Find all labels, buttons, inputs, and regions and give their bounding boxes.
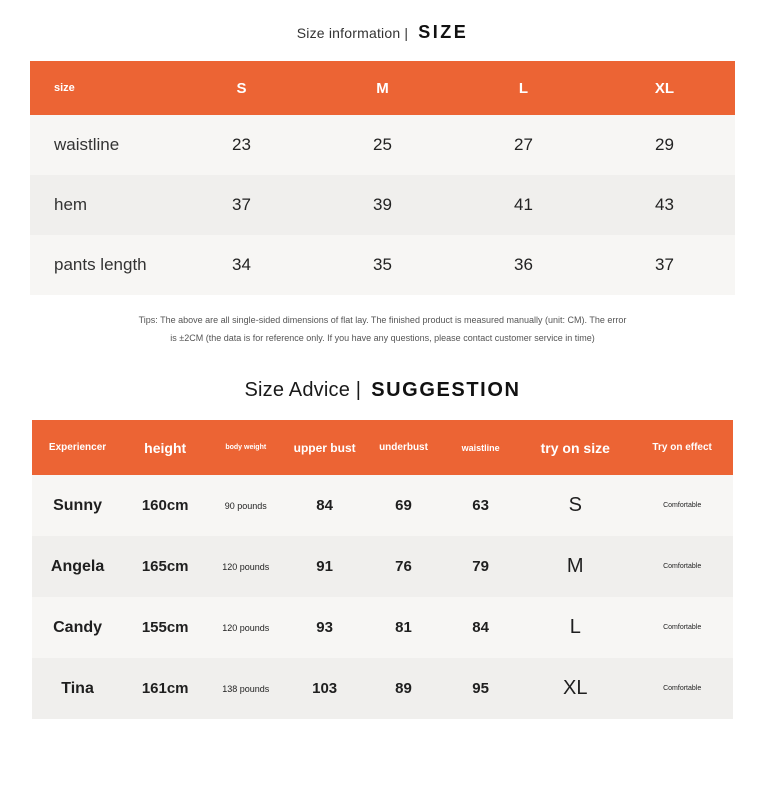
size-information-heading xyxy=(0,22,765,43)
advice-col-header-try-on-size: try on size xyxy=(519,420,631,475)
size-cell-waistline-l: 27 xyxy=(453,115,594,175)
advice-cell-name-3: Candy xyxy=(32,597,123,658)
advice-cell-effect-2: Comfortable xyxy=(631,536,733,597)
size-cell-pants-length-m: 35 xyxy=(312,235,453,295)
advice-col-header-experiencer: Experiencer xyxy=(32,420,123,475)
table-row xyxy=(30,235,735,295)
advice-cell-underbust-4: 89 xyxy=(365,658,442,719)
advice-cell-weight-4: 138 pounds xyxy=(207,658,284,719)
size-cell-hem-l: 41 xyxy=(453,175,594,235)
size-advice-heading xyxy=(0,379,765,402)
size-advice-table xyxy=(32,420,733,719)
table-row xyxy=(30,115,735,175)
table-row xyxy=(32,658,733,719)
size-cell-waistline-m: 25 xyxy=(312,115,453,175)
advice-cell-height-2: 165cm xyxy=(123,536,207,597)
advice-cell-effect-3: Comfortable xyxy=(631,597,733,658)
table-row xyxy=(32,536,733,597)
size-table-head xyxy=(30,61,735,115)
advice-cell-waistline-4: 95 xyxy=(442,658,519,719)
measurement-tips xyxy=(40,311,725,347)
tips-line-2: is ±2CM (the data is for reference only. If you have any questions, please contact customer service in time) xyxy=(170,333,595,343)
advice-col-header-try-on-effect: Try on effect xyxy=(631,420,733,475)
size-cell-pants-length-l: 36 xyxy=(453,235,594,295)
size-col-header-size: size xyxy=(30,61,171,115)
advice-cell-upper-bust-3: 93 xyxy=(284,597,365,658)
size-col-header-l: L xyxy=(453,61,594,115)
advice-cell-weight-2: 120 pounds xyxy=(207,536,284,597)
size-row-label-pants-length: pants length xyxy=(30,235,171,295)
advice-table-body xyxy=(32,475,733,719)
size-cell-pants-length-xl: 37 xyxy=(594,235,735,295)
advice-cell-upper-bust-2: 91 xyxy=(284,536,365,597)
advice-cell-name-1: Sunny xyxy=(32,475,123,536)
advice-cell-weight-1: 90 pounds xyxy=(207,475,284,536)
advice-table-header-row xyxy=(32,420,733,475)
size-row-label-hem: hem xyxy=(30,175,171,235)
advice-cell-size-4: XL xyxy=(519,658,631,719)
advice-table-head xyxy=(32,420,733,475)
size-cell-hem-s: 37 xyxy=(171,175,312,235)
advice-cell-waistline-2: 79 xyxy=(442,536,519,597)
size-col-header-m: M xyxy=(312,61,453,115)
advice-cell-weight-3: 120 pounds xyxy=(207,597,284,658)
table-row xyxy=(30,175,735,235)
size-col-header-xl: XL xyxy=(594,61,735,115)
size-cell-waistline-s: 23 xyxy=(171,115,312,175)
advice-col-header-underbust: underbust xyxy=(365,420,442,475)
size-chart-page xyxy=(0,22,765,801)
advice-cell-size-3: L xyxy=(519,597,631,658)
advice-cell-waistline-3: 84 xyxy=(442,597,519,658)
advice-cell-effect-1: Comfortable xyxy=(631,475,733,536)
advice-heading-label: Size Advice | xyxy=(244,379,362,401)
advice-cell-name-2: Angela xyxy=(32,536,123,597)
size-cell-hem-xl: 43 xyxy=(594,175,735,235)
size-heading-label: Size information | xyxy=(296,25,409,41)
size-col-header-s: S xyxy=(171,61,312,115)
table-row xyxy=(32,475,733,536)
advice-col-header-height: height xyxy=(123,420,207,475)
size-table-body xyxy=(30,115,735,295)
size-table xyxy=(30,61,735,295)
advice-col-header-upper-bust: upper bust xyxy=(284,420,365,475)
size-cell-hem-m: 39 xyxy=(312,175,453,235)
advice-col-header-body-weight: body weight xyxy=(207,420,284,475)
advice-cell-size-2: M xyxy=(519,536,631,597)
size-table-header-row xyxy=(30,61,735,115)
advice-col-header-waistline: waistline xyxy=(442,420,519,475)
tips-line-1: Tips: The above are all single-sided dimensions of flat lay. The finished product is measured manually (unit: CM). The error xyxy=(138,315,627,325)
advice-cell-waistline-1: 63 xyxy=(442,475,519,536)
size-row-label-waistline: waistline xyxy=(30,115,171,175)
advice-cell-upper-bust-4: 103 xyxy=(284,658,365,719)
advice-cell-height-1: 160cm xyxy=(123,475,207,536)
size-cell-waistline-xl: 29 xyxy=(594,115,735,175)
advice-cell-upper-bust-1: 84 xyxy=(284,475,365,536)
advice-heading-strong: SUGGESTION xyxy=(371,379,521,401)
size-table-container xyxy=(30,61,735,295)
advice-cell-underbust-2: 76 xyxy=(365,536,442,597)
table-row xyxy=(32,597,733,658)
advice-cell-height-4: 161cm xyxy=(123,658,207,719)
advice-cell-underbust-3: 81 xyxy=(365,597,442,658)
size-heading-strong: SIZE xyxy=(418,22,469,42)
advice-cell-size-1: S xyxy=(519,475,631,536)
advice-cell-name-4: Tina xyxy=(32,658,123,719)
advice-cell-height-3: 155cm xyxy=(123,597,207,658)
advice-table-container xyxy=(32,420,733,719)
advice-cell-effect-4: Comfortable xyxy=(631,658,733,719)
size-cell-pants-length-s: 34 xyxy=(171,235,312,295)
advice-cell-underbust-1: 69 xyxy=(365,475,442,536)
